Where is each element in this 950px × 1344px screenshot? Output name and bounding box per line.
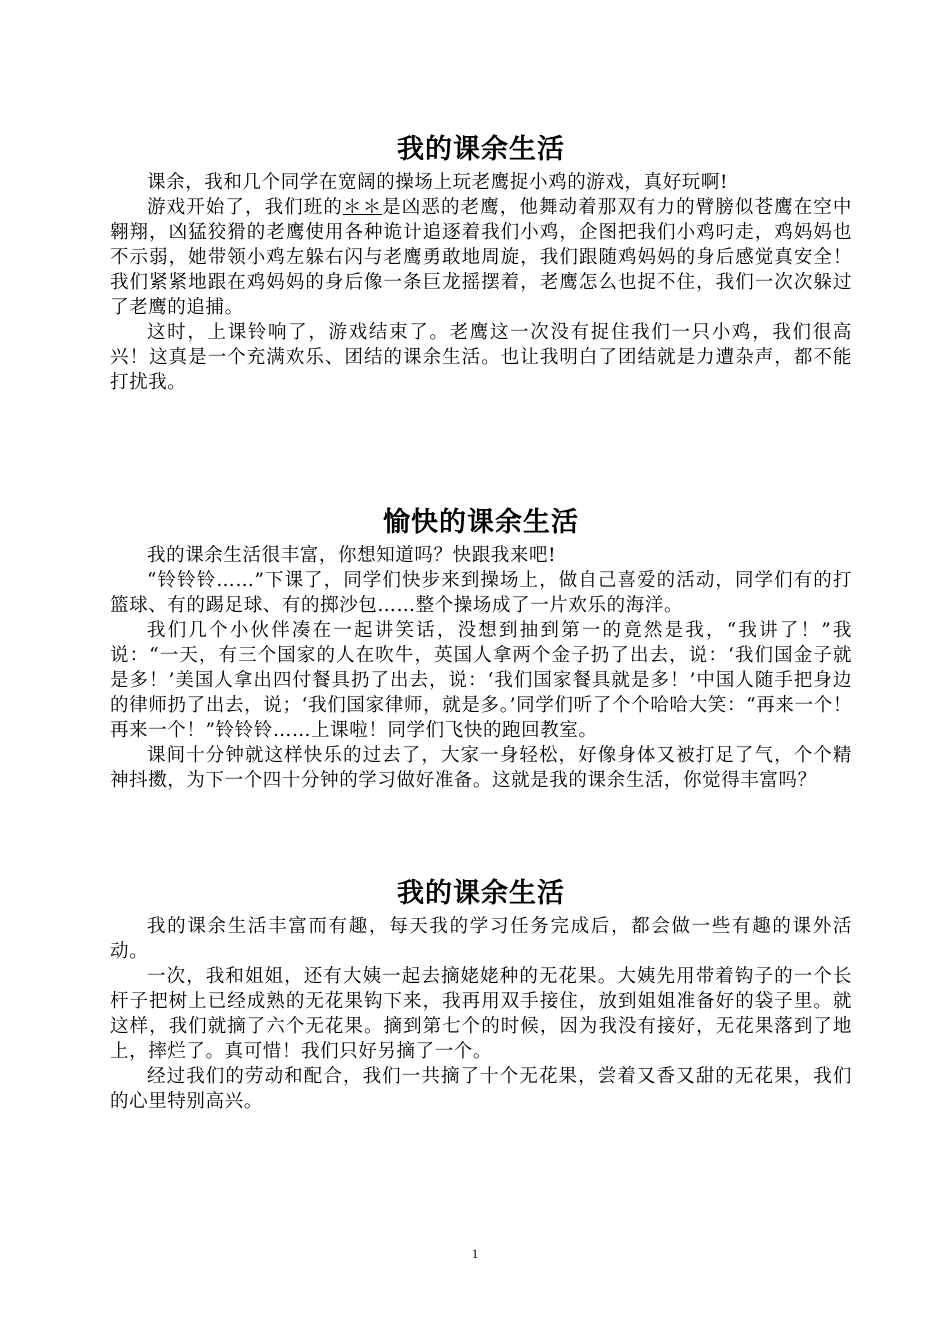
essay-1-classmate-name-redacted: ＊＊	[342, 197, 383, 218]
essay-1-paragraph-2-rest: 是凶恶的老鹰，他舞动着那双有力的臂膀似苍鹰在空中翱翔，凶猛狡猾的老鹰使用各种诡计追逐着我们小鸡，企图把我们小鸡叼走，鸡妈妈也不示弱，她带领小鸡左躲右闪与老鹰勇敢地周旋，我们跟随鸡妈妈的身后感觉真安全！我们紧紧地跟在鸡妈妈的身后像一条巨龙摇摆着，老鹰怎么也捉不住，我们一次次躲过了老鹰的追捕。	[110, 197, 852, 318]
essay-1-paragraph-2	[110, 195, 852, 320]
essay-1-paragraph-1: 课余，我和几个同学在宽阔的操场上玩老鹰捉小鸡的游戏，真好玩啊!	[147, 172, 729, 193]
essay-1-title: 我的课余生活	[397, 134, 565, 165]
page-number: 1	[471, 1246, 479, 1261]
essay-2-paragraph-3: 我们几个小伙伴凑在一起讲笑话，没想到抽到第一的竟然是我，“我讲了！”我说：“一天，有三个国家的人在吹牛，英国人拿两个金子扔了出去，说：‘我们国金子就是多！’美国人拿出四付餐具扔了出去，说：‘我们国家餐具就是多！’中国人随手把身边的律师扔了出去，说；‘我们国家律师，就是多。’同学们听了个个哈哈大笑：“再来一个！再来一个！”铃铃铃……上课啦！同学们飞快的跑回教室。	[110, 620, 852, 741]
essay-1	[110, 130, 852, 395]
essay-2	[110, 503, 852, 793]
essay-2-paragraph-1: 我的课余生活很丰富，你想知道吗？快跟我来吧!	[147, 545, 557, 566]
essay-2-title: 愉快的课余生活	[383, 507, 579, 538]
essay-3-paragraph-2: 一次，我和姐姐，还有大姨一起去摘姥姥种的无花果。大姨先用带着钩子的一个长杆子把树上已经成熟的无花果钩下来，我再用双手接住，放到姐姐准备好的袋子里。就这样，我们就摘了六个无花果。摘到第七个的时候，因为我没有接好，无花果落到了地上，摔烂了。真可惜！我们只好另摘了一个。	[110, 966, 852, 1062]
essay-1-paragraph-3: 这时，上课铃响了，游戏结束了。老鹰这一次没有捉住我们一只小鸡，我们很高兴！这真是一个充满欢乐、团结的课余生活。也让我明白了团结就是力遭杂声，都不能打扰我。	[110, 322, 852, 393]
essay-2-paragraph-4: 课间十分钟就这样快乐的过去了，大家一身轻松，好像身体又被打足了气，个个精神抖擞，为下一个四十分钟的学习做好准备。这就是我的课余生活，你觉得丰富吗？	[110, 745, 852, 791]
essay-2-paragraph-2: “铃铃铃……”下课了，同学们快步来到操场上，做自己喜爱的活动，同学们有的打篮球、有的踢足球、有的掷沙包……整个操场成了一片欢乐的海洋。	[110, 570, 852, 616]
essay-1-paragraph-2-prefix: 游戏开始了，我们班的	[147, 197, 343, 218]
essay-3-title: 我的课余生活	[397, 878, 565, 909]
essay-3	[110, 874, 852, 1114]
essay-3-paragraph-1: 我的课余生活丰富而有趣，每天我的学习任务完成后，都会做一些有趣的课外活动。	[110, 916, 852, 962]
essay-3-paragraph-3: 经过我们的劳动和配合，我们一共摘了十个无花果，尝着又香又甜的无花果，我们的心里特别高兴。	[110, 1066, 852, 1112]
